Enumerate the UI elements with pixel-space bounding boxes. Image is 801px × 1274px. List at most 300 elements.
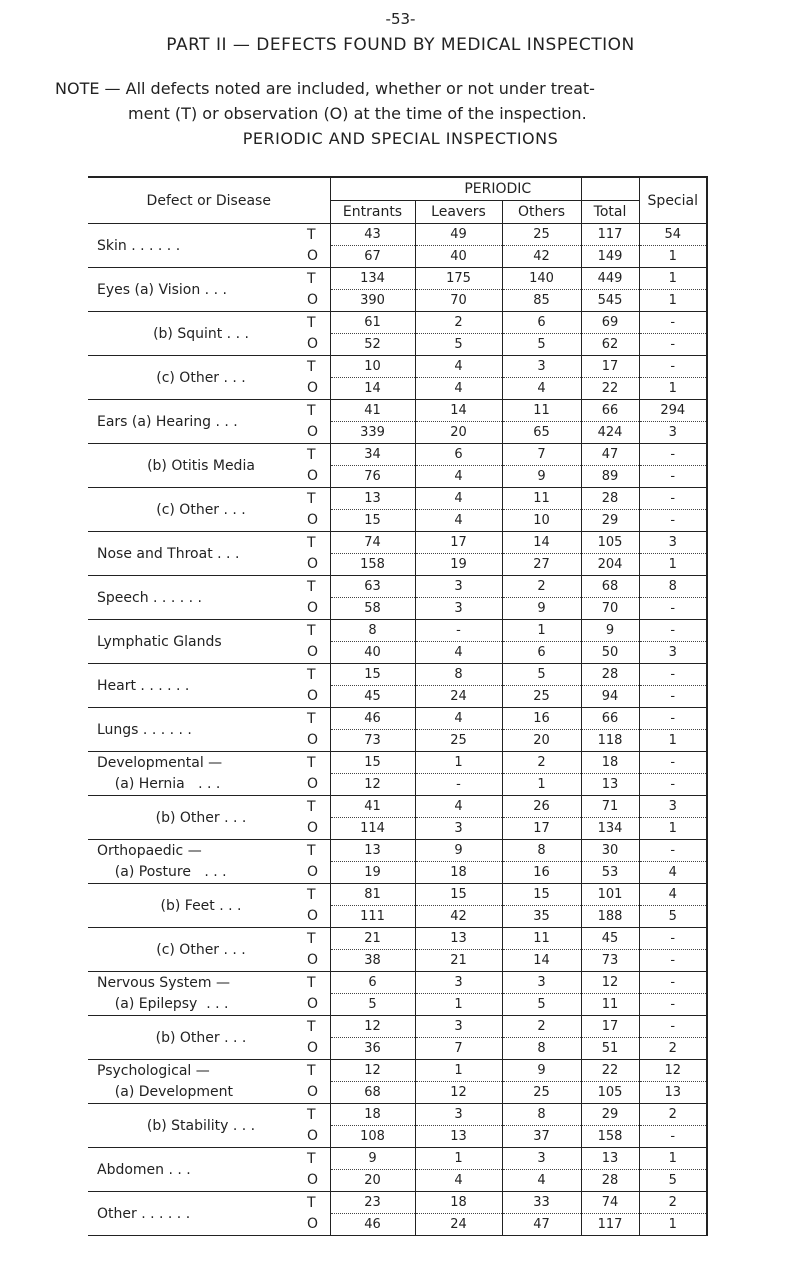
row-label: Speech . . . . . . xyxy=(88,576,305,620)
others-cell: 20 xyxy=(502,730,581,752)
others-cell: 5 xyxy=(502,994,581,1016)
special-cell: 5 xyxy=(639,1170,707,1192)
special-cell: - xyxy=(639,752,707,774)
special-cell: 54 xyxy=(639,224,707,246)
leavers-cell: 13 xyxy=(415,928,502,950)
leavers-cell: 1 xyxy=(415,1060,502,1082)
table-row xyxy=(88,576,707,598)
row-label: (b) Other . . . xyxy=(88,796,305,840)
total-cell: 94 xyxy=(581,686,639,708)
total-cell: 545 xyxy=(581,290,639,312)
total-cell: 101 xyxy=(581,884,639,906)
status-code: T xyxy=(307,622,316,639)
special-cell: - xyxy=(639,598,707,620)
total-cell: 188 xyxy=(581,906,639,928)
leavers-cell: - xyxy=(415,774,502,796)
total-cell: 17 xyxy=(581,356,639,378)
entrants-cell: 41 xyxy=(330,796,415,818)
status-code: O xyxy=(305,466,330,488)
others-cell: 1 xyxy=(502,620,581,642)
leavers-cell: 3 xyxy=(415,1016,502,1038)
entrants-cell: 12 xyxy=(330,774,415,796)
total-cell: 12 xyxy=(581,972,639,994)
entrants-cell: 58 xyxy=(330,598,415,620)
special-cell: 294 xyxy=(639,400,707,422)
row-label: Heart . . . . . . xyxy=(88,664,305,708)
leavers-cell: 6 xyxy=(415,444,502,466)
table-row xyxy=(88,1192,707,1214)
others-cell: 16 xyxy=(502,862,581,884)
row-label: Other . . . . . . xyxy=(88,1192,305,1236)
others-cell: 9 xyxy=(502,598,581,620)
table-row xyxy=(88,488,707,510)
subheading: PERIODIC AND SPECIAL INSPECTIONS xyxy=(242,129,559,148)
status-code: O xyxy=(305,1214,330,1236)
status-code: O xyxy=(305,906,330,928)
leavers-cell: 1 xyxy=(415,752,502,774)
special-cell: 3 xyxy=(639,422,707,444)
total-cell: 17 xyxy=(581,1016,639,1038)
entrants-cell: 43 xyxy=(330,224,415,246)
total-cell: 68 xyxy=(581,576,639,598)
total-cell: 22 xyxy=(581,1060,639,1082)
others-cell: 33 xyxy=(502,1192,581,1214)
special-cell: - xyxy=(639,840,707,862)
special-cell: 1 xyxy=(639,1148,707,1170)
entrants-cell: 108 xyxy=(330,1126,415,1148)
entrants-cell: 67 xyxy=(330,246,415,268)
total-cell: 11 xyxy=(581,994,639,1016)
others-cell: 2 xyxy=(502,576,581,598)
status-code: O xyxy=(305,994,330,1016)
total-cell: 66 xyxy=(581,708,639,730)
special-cell: 13 xyxy=(639,1082,707,1104)
others-cell: 8 xyxy=(502,840,581,862)
special-cell: - xyxy=(639,312,707,334)
special-cell: - xyxy=(639,1016,707,1038)
others-cell: 2 xyxy=(502,752,581,774)
special-cell: - xyxy=(639,334,707,356)
total-cell: 22 xyxy=(581,378,639,400)
status-code: O xyxy=(305,1126,330,1148)
special-cell: 4 xyxy=(639,862,707,884)
total-cell: 62 xyxy=(581,334,639,356)
total-cell: 45 xyxy=(581,928,639,950)
entrants-cell: 6 xyxy=(330,972,415,994)
row-label: (a) Epilepsy . . . xyxy=(88,994,305,1016)
table-row xyxy=(88,972,707,994)
total-cell: 117 xyxy=(581,224,639,246)
status-code: O xyxy=(305,510,330,532)
row-label: Nervous System — xyxy=(97,974,230,991)
row-label: Lungs . . . . . . xyxy=(88,708,305,752)
others-cell: 1 xyxy=(502,774,581,796)
note xyxy=(55,76,765,126)
entrants-cell: 15 xyxy=(330,752,415,774)
status-code: O xyxy=(305,1038,330,1060)
leavers-cell: 3 xyxy=(415,972,502,994)
special-cell: - xyxy=(639,510,707,532)
header-leavers: Leavers xyxy=(415,201,502,224)
others-cell: 25 xyxy=(502,1082,581,1104)
note-line-2: ment (T) or observation (O) at the time of the inspection. xyxy=(128,104,587,123)
status-code: T xyxy=(307,314,316,331)
entrants-cell: 81 xyxy=(330,884,415,906)
table-row xyxy=(88,444,707,466)
table-row xyxy=(88,708,707,730)
others-cell: 4 xyxy=(502,378,581,400)
total-cell: 13 xyxy=(581,1148,639,1170)
others-cell: 9 xyxy=(502,1060,581,1082)
table-row xyxy=(88,532,707,554)
row-label: Orthopaedic — xyxy=(97,842,202,859)
total-cell: 29 xyxy=(581,1104,639,1126)
status-code: O xyxy=(305,334,330,356)
entrants-cell: 52 xyxy=(330,334,415,356)
leavers-cell: 9 xyxy=(415,840,502,862)
entrants-cell: 61 xyxy=(330,312,415,334)
status-code: O xyxy=(305,774,330,796)
leavers-cell: 12 xyxy=(415,1082,502,1104)
status-code: O xyxy=(305,1082,330,1104)
entrants-cell: 34 xyxy=(330,444,415,466)
row-label: Lymphatic Glands xyxy=(88,620,305,664)
total-cell: 149 xyxy=(581,246,639,268)
total-cell: 204 xyxy=(581,554,639,576)
special-cell: - xyxy=(639,1126,707,1148)
page-heading: PART II — DEFECTS FOUND BY MEDICAL INSPECTION xyxy=(166,35,635,55)
leavers-cell: 4 xyxy=(415,378,502,400)
others-cell: 9 xyxy=(502,466,581,488)
others-cell: 3 xyxy=(502,356,581,378)
entrants-cell: 9 xyxy=(330,1148,415,1170)
status-code: T xyxy=(307,270,316,287)
total-cell: 53 xyxy=(581,862,639,884)
row-label: Nose and Throat . . . xyxy=(88,532,305,576)
total-cell: 47 xyxy=(581,444,639,466)
entrants-cell: 134 xyxy=(330,268,415,290)
leavers-cell: 20 xyxy=(415,422,502,444)
leavers-cell: 70 xyxy=(415,290,502,312)
entrants-cell: 339 xyxy=(330,422,415,444)
special-cell: 1 xyxy=(639,246,707,268)
leavers-cell: 18 xyxy=(415,862,502,884)
entrants-cell: 23 xyxy=(330,1192,415,1214)
special-cell: - xyxy=(639,466,707,488)
entrants-cell: 111 xyxy=(330,906,415,928)
total-cell: 66 xyxy=(581,400,639,422)
leavers-cell: 3 xyxy=(415,598,502,620)
entrants-cell: 18 xyxy=(330,1104,415,1126)
leavers-cell: 17 xyxy=(415,532,502,554)
entrants-cell: 13 xyxy=(330,840,415,862)
entrants-cell: 46 xyxy=(330,1214,415,1236)
leavers-cell: 3 xyxy=(415,576,502,598)
special-cell: 8 xyxy=(639,576,707,598)
special-cell: - xyxy=(639,774,707,796)
entrants-cell: 158 xyxy=(330,554,415,576)
special-cell: 3 xyxy=(639,642,707,664)
row-label: (b) Feet . . . xyxy=(88,884,305,928)
status-code: T xyxy=(307,710,316,727)
status-code: T xyxy=(307,402,316,419)
entrants-cell: 40 xyxy=(330,642,415,664)
status-code: O xyxy=(305,950,330,972)
entrants-cell: 36 xyxy=(330,1038,415,1060)
table-row xyxy=(88,1016,707,1038)
table-row xyxy=(88,884,707,906)
total-cell: 89 xyxy=(581,466,639,488)
total-cell: 105 xyxy=(581,532,639,554)
others-cell: 140 xyxy=(502,268,581,290)
others-cell: 10 xyxy=(502,510,581,532)
others-cell: 6 xyxy=(502,312,581,334)
header-blank xyxy=(330,177,415,201)
special-cell: - xyxy=(639,488,707,510)
total-cell: 28 xyxy=(581,488,639,510)
others-cell: 27 xyxy=(502,554,581,576)
status-code: T xyxy=(307,1150,316,1167)
status-code: O xyxy=(305,642,330,664)
leavers-cell: 42 xyxy=(415,906,502,928)
others-cell: 35 xyxy=(502,906,581,928)
others-cell: 5 xyxy=(502,664,581,686)
row-label: (c) Other . . . xyxy=(88,356,305,400)
others-cell: 8 xyxy=(502,1038,581,1060)
status-code: T xyxy=(307,666,316,683)
entrants-cell: 63 xyxy=(330,576,415,598)
others-cell: 3 xyxy=(502,972,581,994)
others-cell: 15 xyxy=(502,884,581,906)
leavers-cell: 24 xyxy=(415,686,502,708)
entrants-cell: 41 xyxy=(330,400,415,422)
others-cell: 47 xyxy=(502,1214,581,1236)
leavers-cell: 15 xyxy=(415,884,502,906)
header-special: Special xyxy=(639,177,707,224)
entrants-cell: 68 xyxy=(330,1082,415,1104)
table-row xyxy=(88,862,707,884)
leavers-cell: 8 xyxy=(415,664,502,686)
others-cell: 85 xyxy=(502,290,581,312)
table-row xyxy=(88,1104,707,1126)
special-cell: 2 xyxy=(639,1192,707,1214)
status-code: O xyxy=(305,862,330,884)
others-cell: 14 xyxy=(502,532,581,554)
total-cell: 18 xyxy=(581,752,639,774)
leavers-cell: 19 xyxy=(415,554,502,576)
status-code: O xyxy=(305,598,330,620)
others-cell: 7 xyxy=(502,444,581,466)
leavers-cell: 25 xyxy=(415,730,502,752)
entrants-cell: 73 xyxy=(330,730,415,752)
table-row xyxy=(88,268,707,290)
entrants-cell: 15 xyxy=(330,510,415,532)
status-code: O xyxy=(305,554,330,576)
table-row xyxy=(88,796,707,818)
header-defect: Defect or Disease xyxy=(88,177,330,224)
header-periodic: PERIODIC xyxy=(415,177,581,201)
status-code: T xyxy=(307,1194,316,1211)
others-cell: 3 xyxy=(502,1148,581,1170)
special-cell: - xyxy=(639,686,707,708)
total-cell: 424 xyxy=(581,422,639,444)
leavers-cell: 175 xyxy=(415,268,502,290)
special-cell: - xyxy=(639,708,707,730)
special-cell: - xyxy=(639,444,707,466)
entrants-cell: 10 xyxy=(330,356,415,378)
special-cell: - xyxy=(639,950,707,972)
special-cell: 12 xyxy=(639,1060,707,1082)
total-cell: 70 xyxy=(581,598,639,620)
header-blank-2 xyxy=(581,177,639,201)
total-cell: 29 xyxy=(581,510,639,532)
total-cell: 118 xyxy=(581,730,639,752)
others-cell: 8 xyxy=(502,1104,581,1126)
special-cell: 1 xyxy=(639,378,707,400)
entrants-cell: 14 xyxy=(330,378,415,400)
row-label: Abdomen . . . xyxy=(88,1148,305,1192)
table-row xyxy=(88,752,707,774)
entrants-cell: 20 xyxy=(330,1170,415,1192)
total-cell: 28 xyxy=(581,664,639,686)
leavers-cell: 21 xyxy=(415,950,502,972)
entrants-cell: 13 xyxy=(330,488,415,510)
special-cell: 1 xyxy=(639,554,707,576)
status-code: T xyxy=(307,534,316,551)
leavers-cell: 4 xyxy=(415,642,502,664)
leavers-cell: - xyxy=(415,620,502,642)
leavers-cell: 2 xyxy=(415,312,502,334)
total-cell: 50 xyxy=(581,642,639,664)
leavers-cell: 18 xyxy=(415,1192,502,1214)
leavers-cell: 4 xyxy=(415,708,502,730)
special-cell: 2 xyxy=(639,1104,707,1126)
status-code: T xyxy=(307,1106,316,1123)
entrants-cell: 8 xyxy=(330,620,415,642)
leavers-cell: 4 xyxy=(415,466,502,488)
table-row xyxy=(88,928,707,950)
row-label: Developmental — xyxy=(97,754,223,771)
others-cell: 37 xyxy=(502,1126,581,1148)
others-cell: 11 xyxy=(502,400,581,422)
total-cell: 134 xyxy=(581,818,639,840)
leavers-cell: 49 xyxy=(415,224,502,246)
total-cell: 28 xyxy=(581,1170,639,1192)
total-cell: 73 xyxy=(581,950,639,972)
total-cell: 158 xyxy=(581,1126,639,1148)
status-code: T xyxy=(307,974,316,991)
header-total: Total xyxy=(581,201,639,224)
status-code: T xyxy=(307,358,316,375)
special-cell: 1 xyxy=(639,1214,707,1236)
leavers-cell: 24 xyxy=(415,1214,502,1236)
special-cell: - xyxy=(639,664,707,686)
special-cell: - xyxy=(639,928,707,950)
total-cell: 74 xyxy=(581,1192,639,1214)
row-label: (b) Squint . . . xyxy=(88,312,305,356)
status-code: O xyxy=(305,818,330,840)
total-cell: 71 xyxy=(581,796,639,818)
entrants-cell: 38 xyxy=(330,950,415,972)
row-label: (a) Development xyxy=(88,1082,305,1104)
others-cell: 11 xyxy=(502,488,581,510)
others-cell: 14 xyxy=(502,950,581,972)
entrants-cell: 390 xyxy=(330,290,415,312)
status-code: T xyxy=(307,798,316,815)
header-others: Others xyxy=(502,201,581,224)
status-code: T xyxy=(307,842,316,859)
others-cell: 16 xyxy=(502,708,581,730)
leavers-cell: 1 xyxy=(415,1148,502,1170)
row-label: Eyes (a) Vision . . . xyxy=(88,268,305,312)
table-row xyxy=(88,1060,707,1082)
others-cell: 26 xyxy=(502,796,581,818)
row-label: Psychological — xyxy=(97,1062,210,1079)
row-label: (c) Other . . . xyxy=(88,928,305,972)
special-cell: 1 xyxy=(639,730,707,752)
entrants-cell: 114 xyxy=(330,818,415,840)
total-cell: 105 xyxy=(581,1082,639,1104)
status-code: T xyxy=(307,754,316,771)
special-cell: 4 xyxy=(639,884,707,906)
status-code: O xyxy=(305,686,330,708)
header-entrants: Entrants xyxy=(330,201,415,224)
status-code: O xyxy=(305,290,330,312)
status-code: T xyxy=(307,1018,316,1035)
leavers-cell: 7 xyxy=(415,1038,502,1060)
special-cell: - xyxy=(639,620,707,642)
entrants-cell: 74 xyxy=(330,532,415,554)
row-label: (c) Other . . . xyxy=(88,488,305,532)
table-row xyxy=(88,994,707,1016)
leavers-cell: 4 xyxy=(415,1170,502,1192)
special-cell: 1 xyxy=(639,290,707,312)
leavers-cell: 1 xyxy=(415,994,502,1016)
table-row xyxy=(88,840,707,862)
leavers-cell: 4 xyxy=(415,510,502,532)
others-cell: 6 xyxy=(502,642,581,664)
row-label: (b) Other . . . xyxy=(88,1016,305,1060)
others-cell: 4 xyxy=(502,1170,581,1192)
special-cell: - xyxy=(639,972,707,994)
total-cell: 13 xyxy=(581,774,639,796)
special-cell: 1 xyxy=(639,818,707,840)
row-label: (b) Otitis Media xyxy=(88,444,305,488)
note-line-1: NOTE — All defects noted are included, whether or not under treat- xyxy=(55,79,595,98)
status-code: T xyxy=(307,930,316,947)
total-cell: 51 xyxy=(581,1038,639,1060)
row-label: (b) Stability . . . xyxy=(88,1104,305,1148)
others-cell: 2 xyxy=(502,1016,581,1038)
others-cell: 11 xyxy=(502,928,581,950)
special-cell: 5 xyxy=(639,906,707,928)
entrants-cell: 19 xyxy=(330,862,415,884)
leavers-cell: 14 xyxy=(415,400,502,422)
leavers-cell: 4 xyxy=(415,796,502,818)
leavers-cell: 4 xyxy=(415,356,502,378)
status-code: T xyxy=(307,1062,316,1079)
status-code: O xyxy=(305,246,330,268)
total-cell: 449 xyxy=(581,268,639,290)
defects-table xyxy=(88,176,708,1236)
leavers-cell: 5 xyxy=(415,334,502,356)
total-cell: 30 xyxy=(581,840,639,862)
table-row xyxy=(88,1082,707,1104)
entrants-cell: 21 xyxy=(330,928,415,950)
status-code: O xyxy=(305,1170,330,1192)
entrants-cell: 15 xyxy=(330,664,415,686)
status-code: O xyxy=(305,422,330,444)
